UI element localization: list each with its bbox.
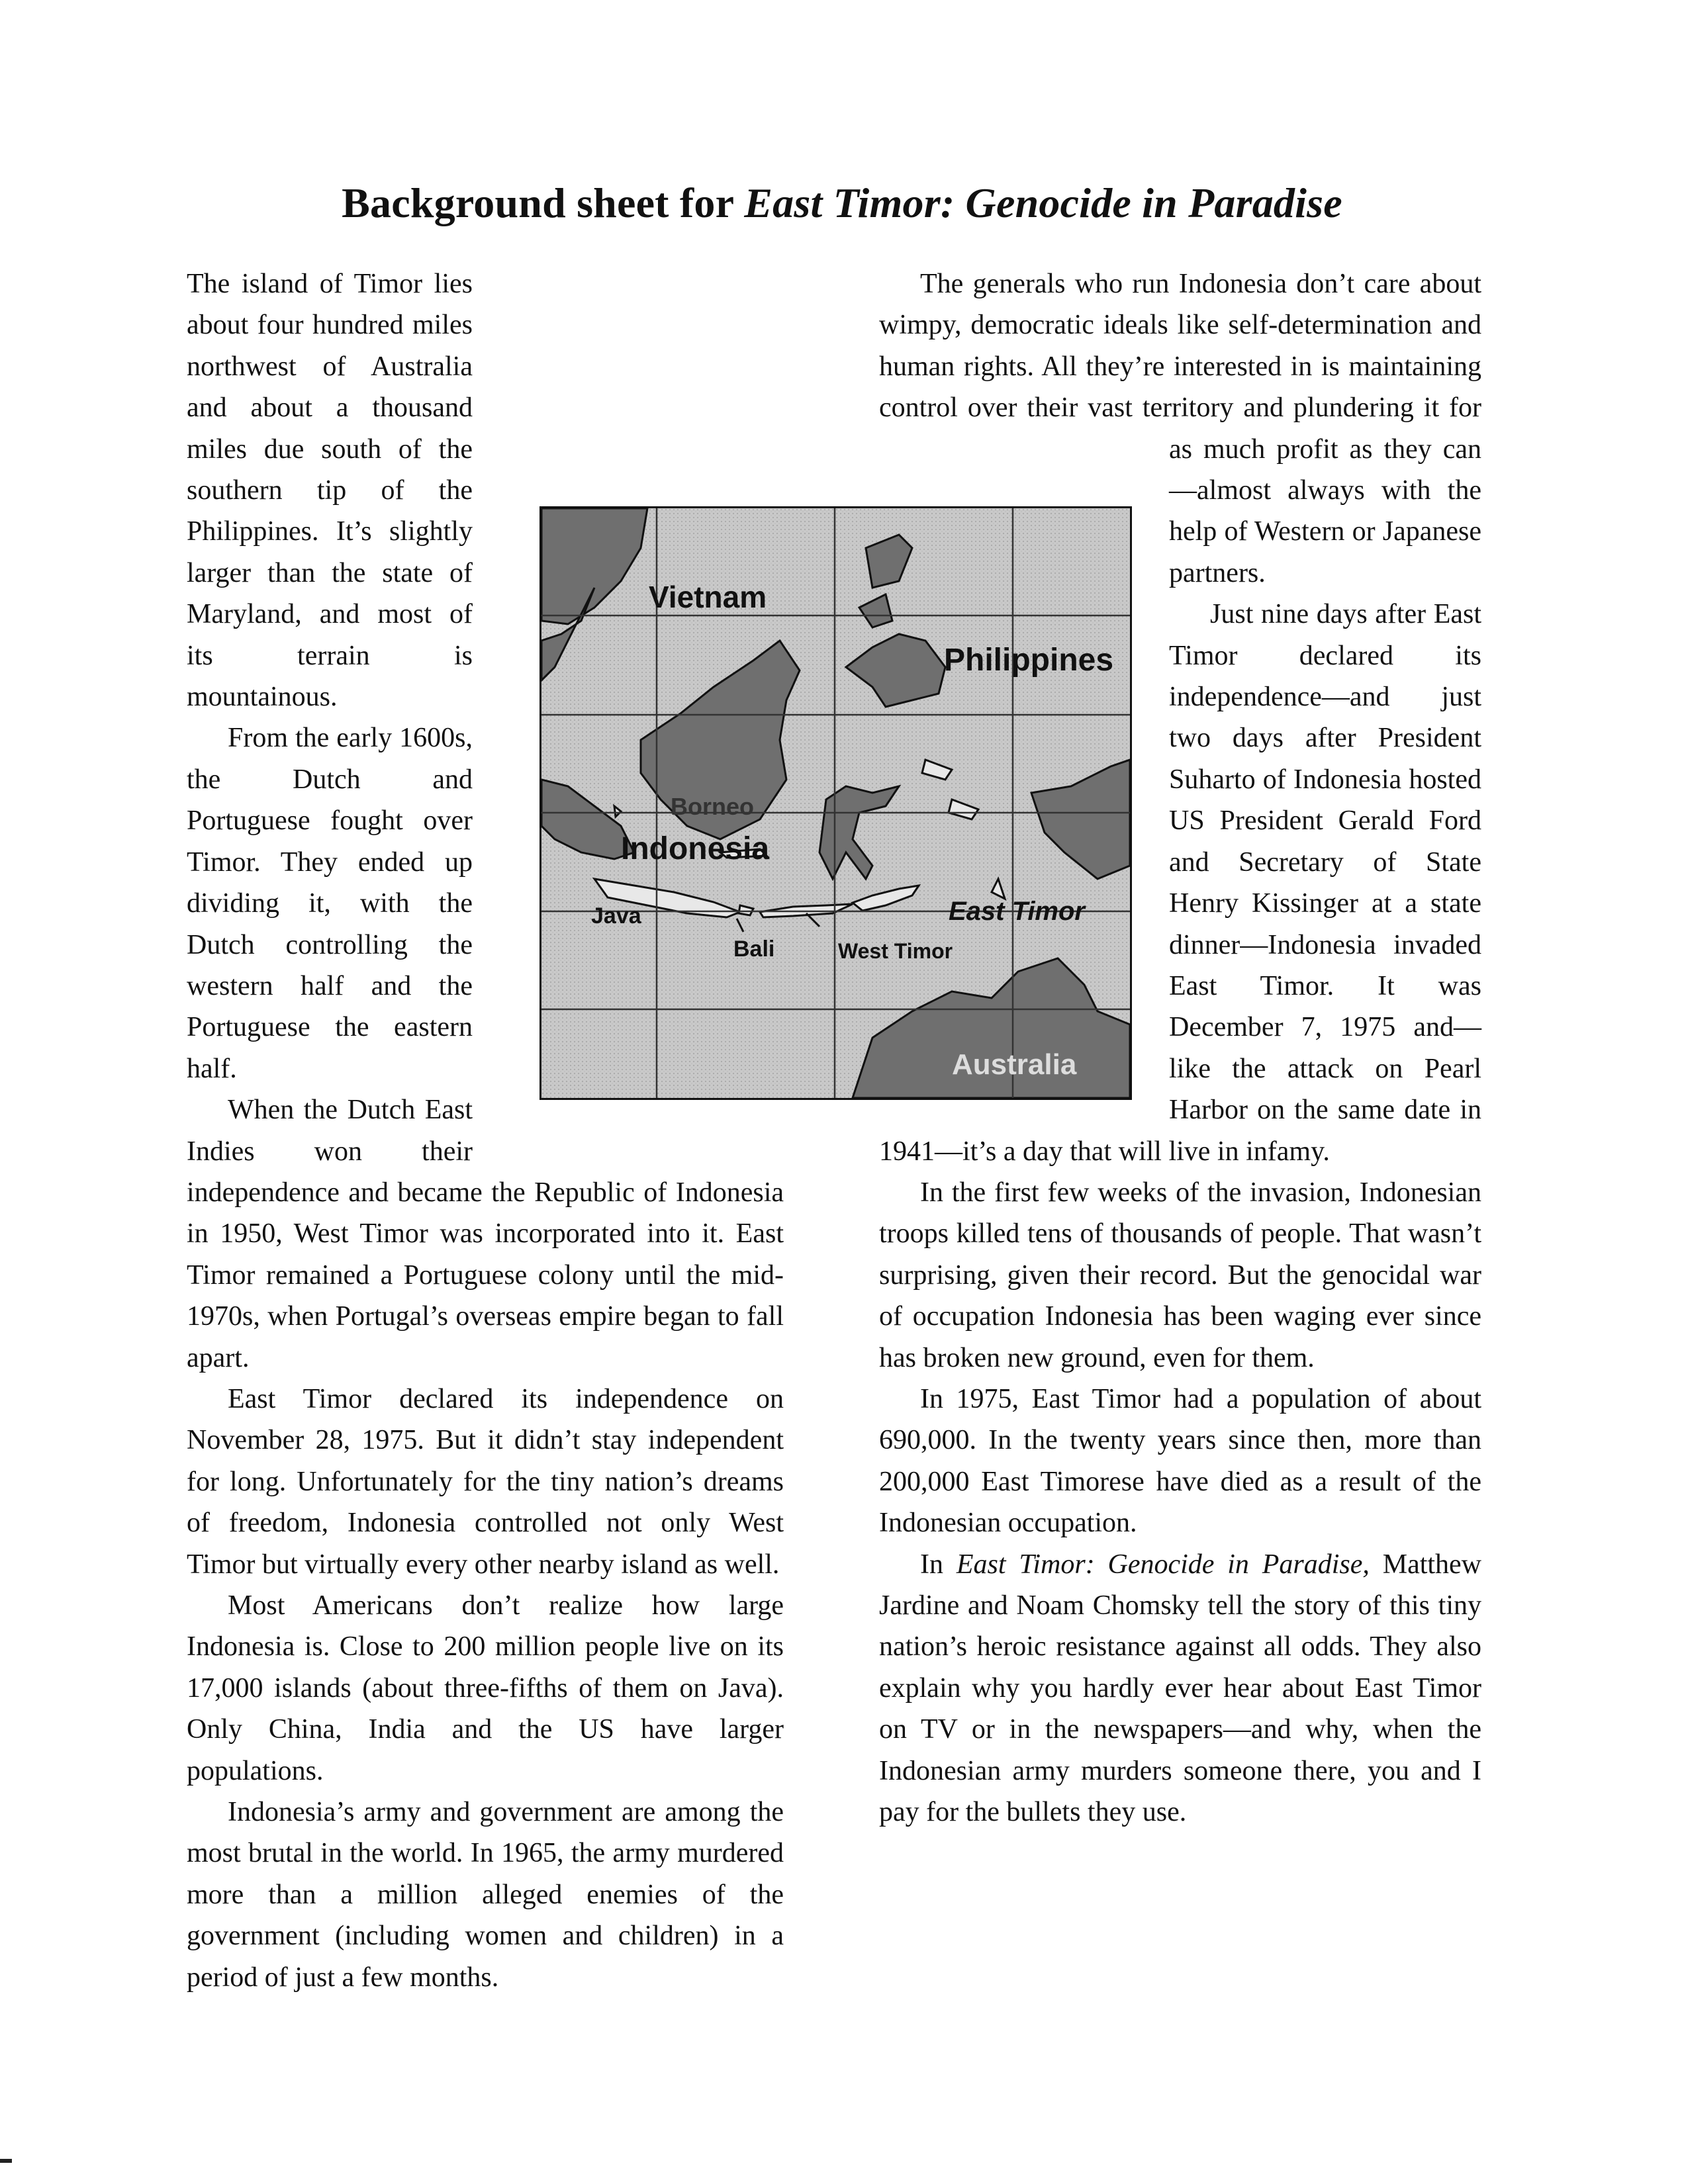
right-paragraph-5-rest: Matthew Jardine and Noam Chomsky tell the story of this tiny nation’s heroic resistance against all odds. They also explain why you hardly ever hear about East Timor on TV or in the newspapers—and why, when the Indonesian army murders someone there, you and I pay for the bullets they use. [879,1549,1482,1828]
left-paragraph-2: From the early 1600s, the Dutch and Portuguese fought over Timor. They ended up dividing it, with the Dutch controlling the western half and the Portuguese the eastern half. [187,723,473,1084]
right-paragraph-3: In the first few weeks of the invasion, Indonesian troops killed tens of thousands of people. That wasn’t surprising, given their record. But the genocidal war of occupation Indonesia has been waging ever since has broken new ground, even for them. [879,1177,1481,1373]
right-paragraph-5-lead: In [920,1549,943,1580]
java-label: Java [591,903,641,929]
philippines-label: Philippines [944,643,1114,678]
left-paragraph-3: When the Dutch East Indies won their independence and became the Republic of Indonesia in 1950, West Timor was incorporated into it. East Timor remained a Portuguese colony until the mid-1970s, when Portugal’s overseas empire began to fall apart. [187,1095,784,1373]
vietnam-label: Vietnam [649,580,767,614]
map-figure [539,506,1132,1100]
left-paragraph-1: The island of Timor lies about four hundred miles northwest of Australia and about a thousand miles due south of the southern tip of the Philippines. It’s slightly larger than the state of Maryland, and most of its terrain is mountainous. [187,269,473,713]
right-paragraph-5 [879,1544,1481,1833]
borneo-label: Borneo [671,793,754,820]
title-prefix: Background sheet for [342,179,734,226]
page-title [0,179,1684,228]
left-paragraph-4: East Timor declared its independence on November 28, 1975. But it didn’t stay independent for long. Unfortunately for the tiny nation’s dreams of freedom, Indonesia controlled not only West Timor but virtually every other nearby island as well. [187,1383,784,1580]
left-paragraph-5: Most Americans don’t realize how large Indonesia is. Close to 200 million people live on its 17,000 islands (about three-fifths of them on Java). Only China, India and the US have larger populations. [187,1590,784,1786]
bali-label: Bali [733,936,775,962]
scan-edge-mark [0,2159,12,2163]
east-timor-label: East Timor [949,897,1085,926]
right-paragraph-1: The generals who run Indonesia don’t care about wimpy, democratic ideals like self-determination and human rights. All they’re interested in is maintaining control over their vast territory and plundering it for as much profit as they can—almost always with the help of Western or Japanese partners. [879,269,1481,588]
title-book-name: East Timor: Genocide in Paradise [744,179,1342,226]
southeast-asia-map [541,508,1130,1098]
right-paragraph-4: In 1975, East Timor had a population of about 690,000. In the twenty years since then, more than 200,000 East Timorese have died as a result of the Indonesian occupation. [879,1383,1481,1539]
right-paragraph-2: Just nine days after East Timor declared its independence—and just two days after President Suharto of Indonesia hosted US President Gerald Ford and Secretary of State Henry Kissinger at a state dinner—Indonesia invaded East Timor. It was December 7, 1975 and—like the attack on Pearl Harbor on the same date in 1941—it’s a day that will live in infamy. [879,599,1481,1167]
indonesia-label: Indonesia [621,831,770,866]
australia-label: Australia [952,1048,1077,1081]
left-paragraph-6: Indonesia’s army and government are among the most brutal in the world. In 1965, the army murdered more than a million alleged enemies of the government (including women and children) in a period of just a few months. [187,1797,784,1993]
west-timor-label: West Timor [838,939,953,963]
right-paragraph-5-title: East Timor: Genocide in Paradise, [956,1549,1370,1580]
